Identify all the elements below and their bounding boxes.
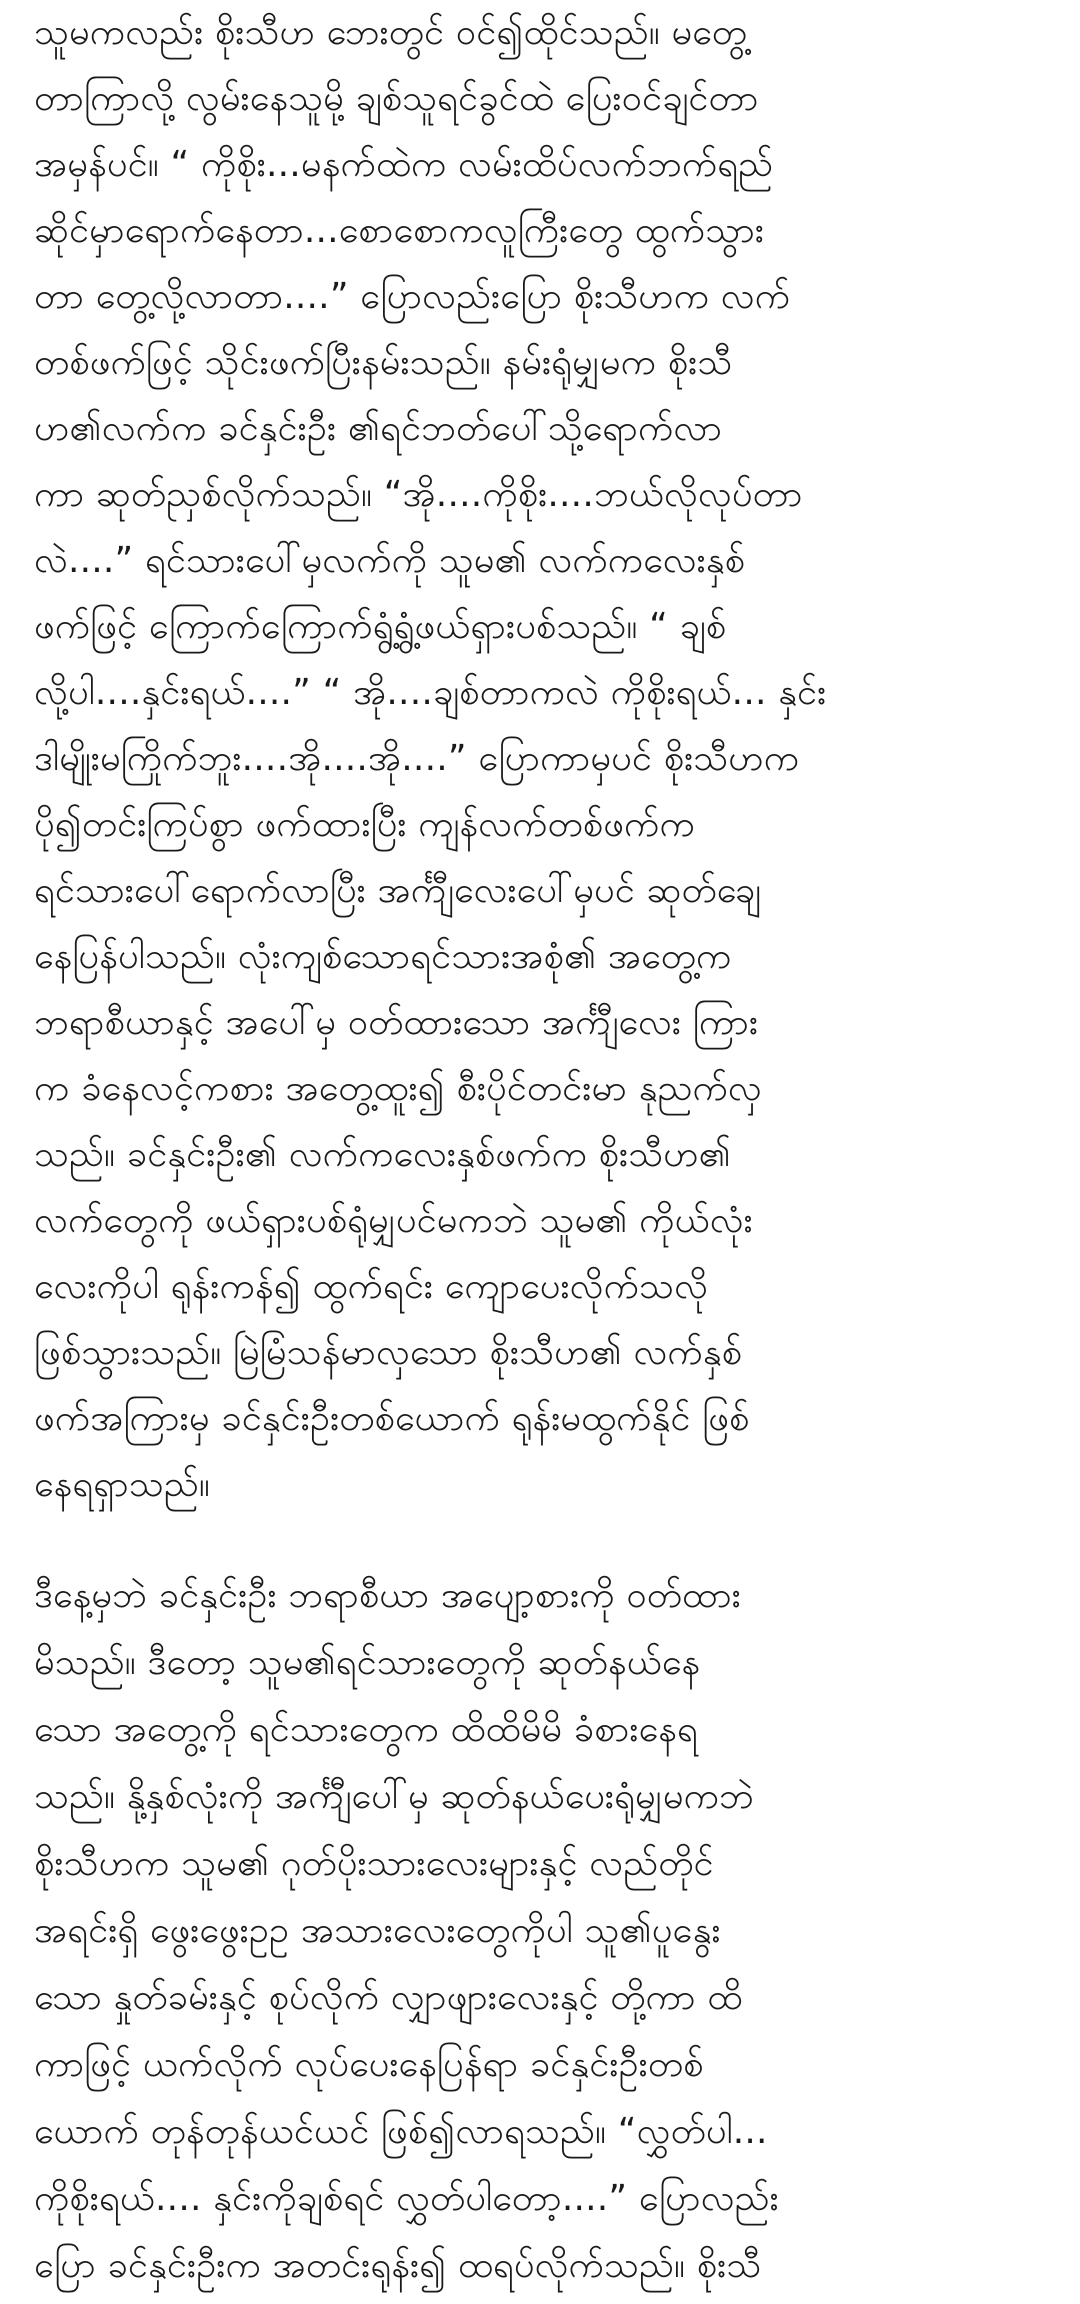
- text-line: နေပြန်ပါသည်။ လုံးကျစ်သောရင်သားအစုံ၏ အတွေ့က: [34, 936, 732, 977]
- text-line: သည်။ ခင်နှင်းဦး၏ လက်ကလေးနှစ်ဖက်က စိုးသီဟ၏: [34, 1134, 731, 1175]
- text-line: ဖက်ဖြင့် ကြောက်ကြောက်ရွံ့ရွံ့ဖယ်ရှားပစ်သည်။ “ ချစ်: [34, 606, 727, 647]
- text-line: ဒါမျိုးမကြိုက်ဘူး....အို....အို....” ပြောကာမှပင် စိုးသီဟက: [34, 738, 800, 779]
- text-line: သည်။ နို့နှစ်လုံးကို အင်္ကျီပေါ်မှ ဆုတ်နယ်ပေးရုံမျှမကဘဲ: [34, 1776, 754, 1817]
- text-line: လဲ....” ရင်သားပေါ်မှလက်ကို သူမ၏ လက်ကလေးနှစ်: [34, 540, 746, 581]
- paragraph-1: [34, 0, 1048, 1518]
- text-line: အရင်းရှိ ဖွေးဖွေးဥဥ အသားလေးတွေကိုပါ သူ၏ပူနွေး: [34, 1910, 721, 1951]
- text-line: သူမကလည်း စိုးသီဟ ဘေးတွင် ဝင်၍ထိုင်သည်။ မတွေ့: [34, 12, 748, 53]
- text-line: ပို၍တင်းကြပ်စွာ ဖက်ထားပြီး ကျန်လက်တစ်ဖက်က: [34, 804, 695, 845]
- text-line: ဒီနေ့မှဘဲ ခင်နှင်းဦး ဘရာစီယာ အပျော့စားကို ဝတ်ထား: [34, 1575, 741, 1616]
- text-line: မိသည်။ ဒီတော့ သူမ၏ရင်သားတွေကို ဆုတ်နယ်နေ: [34, 1642, 701, 1683]
- text-line: ဟ၏လက်က ခင်နှင်းဦး ၏ရင်ဘတ်ပေါ်သို့ရောက်လာ: [34, 408, 723, 449]
- text-line: ဖြစ်သွားသည်။ မြဲမြံသန်မာလှသော စိုးသီဟ၏ လက်နှစ်: [34, 1332, 743, 1373]
- text-line: ကိုစိုးရယ်.... နှင်းကိုချစ်ရင် လွှတ်ပါတော့....” ပြောလည်း: [34, 2178, 779, 2219]
- text-line: သော အတွေ့ကို ရင်သားတွေက ထိထိမိမိ ခံစားနေရ: [34, 1709, 698, 1750]
- text-line: အမှန်ပင်။ “ ကိုစိုး...မနက်ထဲက လမ်းထိပ်လက်ဘက်ရည်: [34, 144, 774, 185]
- text-line: ဆိုင်မှာရောက်နေတာ...စောစောကလူကြီးတွေ ထွက်သွား: [34, 210, 765, 251]
- text-line: ဘရာစီယာနှင့် အပေါ်မှ ဝတ်ထားသော အင်္ကျီလေး ကြား: [34, 1002, 759, 1043]
- text-line: လို့ပါ....နှင်းရယ်....” “ အို....ချစ်တာကလဲ ကိုစိုးရယ်... နှင်း: [34, 672, 827, 713]
- text-line: ပြော ခင်နှင်းဦးက အတင်းရုန်း၍ ထရပ်လိုက်သည်။ စိုးသီ: [34, 2245, 762, 2286]
- text-line: ရင်သားပေါ်ရောက်လာပြီး အင်္ကျီလေးပေါ်မှပင် ဆုတ်ချေ: [34, 870, 762, 911]
- text-line: ကာ ဆုတ်ညှစ်လိုက်သည်။ “အို....ကိုစိုး....ဘယ်လိုလုပ်တာ: [34, 474, 803, 515]
- text-line: တာကြာလို့ လွမ်းနေသူမို့ ချစ်သူရင်ခွင်ထဲ ပြေးဝင်ချင်တာ: [34, 78, 759, 119]
- text-line: လက်တွေကို ဖယ်ရှားပစ်ရုံမျှပင်မကဘဲ သူမ၏ ကိုယ်လုံး: [34, 1200, 753, 1241]
- text-line: နေရရှာသည်။: [34, 1464, 211, 1505]
- text-line: ဖက်အကြားမှ ခင်နှင်းဦးတစ်ယောက် ရုန်းမထွက်နိုင် ဖြစ်: [34, 1398, 750, 1439]
- text-line: တာ တွေ့လို့လာတာ....” ပြောလည်းပြော စိုးသီဟက လက်: [34, 276, 791, 317]
- paragraph-2: [34, 1562, 1048, 2299]
- text-line: က ခံနေလင့်ကစား အတွေ့ထူး၍ စီးပိုင်တင်းမာ နုညက်လှ: [34, 1068, 762, 1109]
- text-line: ကာဖြင့် ယက်လိုက် လုပ်ပေးနေပြန်ရာ ခင်နှင်းဦးတစ်: [34, 2044, 704, 2085]
- text-line: စိုးသီဟက သူမ၏ ဂုတ်ပိုးသားလေးများနှင့် လည်တိုင်: [34, 1843, 714, 1884]
- text-line: သော နှုတ်ခမ်းနှင့် စုပ်လိုက် လျှာဖျားလေးနှင့် တို့ကာ ထိ: [34, 1977, 743, 2018]
- text-line: တစ်ဖက်ဖြင့် သိုင်းဖက်ပြီးနမ်းသည်။ နမ်းရုံမျှမက စိုးသီ: [34, 342, 733, 383]
- text-line: လေးကိုပါ ရုန်းကန်၍ ထွက်ရင်း ကျောပေးလိုက်သလို: [34, 1266, 709, 1307]
- text-line: ယောက် တုန်တုန်ယင်ယင် ဖြစ်၍လာရသည်။ “လွှတ်ပါ...: [34, 2111, 768, 2152]
